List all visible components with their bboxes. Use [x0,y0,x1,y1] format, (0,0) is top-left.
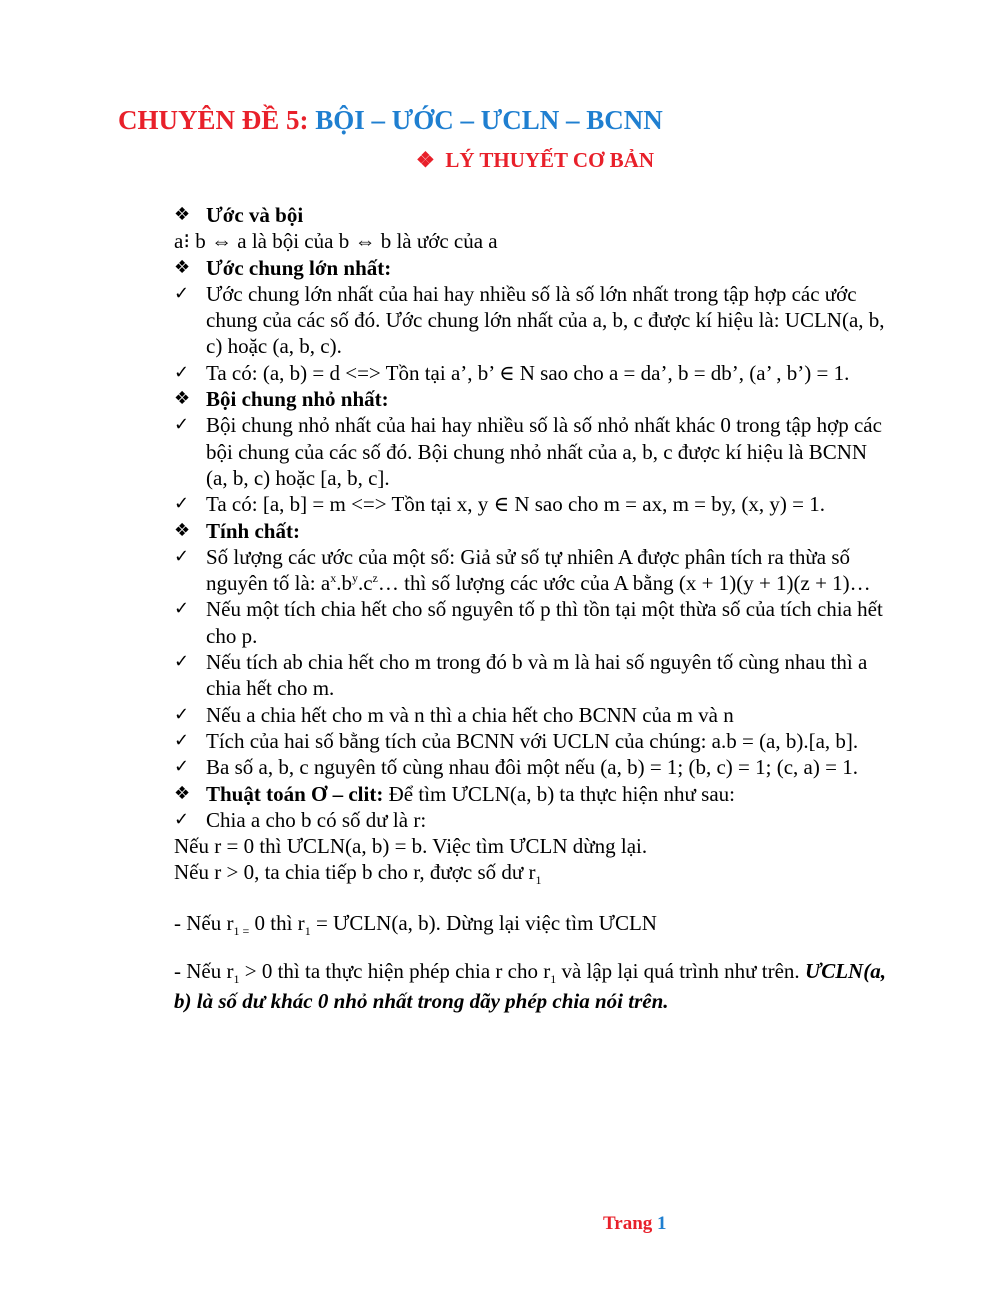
diamond-icon: ❖ [416,148,435,172]
heading-text: Ước chung lớn nhất: [206,255,392,280]
superscript: y [351,571,358,586]
list-item [174,281,890,360]
emphasis-text: ƯCLN(a, b) là số dư khác 0 nhỏ nhất trong dãy phép chia nói trên. [174,959,886,1014]
list-item-text: Nếu tích ab chia hết cho m trong đó b và m là hai số nguyên tố cùng nhau thì a chia hết cho m. [206,650,868,701]
heading-text: Tính chất: [206,518,300,543]
superscript: z [372,571,378,586]
list-item-text: Chia a cho b có số dư là r: [206,807,427,832]
title-prefix: CHUYÊN ĐỀ 5: [118,105,316,135]
section-heading-bcnn [174,386,890,412]
text-part: .b [336,571,352,596]
check-icon: ✓ [174,282,190,304]
diamond-icon: ❖ [174,782,191,804]
text-part: 0 thì r [249,910,305,935]
heading-text: Ước và bội [206,203,304,227]
euclid-case-1: Nếu r = 0 thì ƯCLN(a, b) = b. Việc tìm ƯCLN dừng lại. [174,834,648,859]
subscript: 1 [304,923,311,938]
list-item-text: Tích của hai số bằng tích của BCNN với UCLN của chúng: a.b = (a, b).[a, b]. [206,728,859,753]
list-item [174,728,890,754]
content-body [174,202,890,1016]
list-item-text: Nếu một tích chia hết cho số nguyên tố p thì tồn tại một thừa số của tích chia hết cho p. [206,597,883,648]
check-icon: ✓ [174,545,190,567]
subscript: 1 [550,972,557,987]
list-item-text: Ta có: [a, b] = m <=> Tồn tại x, y ∈ N sao cho m = ax, m = by, (x, y) = 1. [206,492,825,517]
check-icon: ✓ [174,414,190,436]
list-item-text: Ước chung lớn nhất của hai hay nhiều số là số lớn nhất trong tập hợp các ước chung của các số đó. Ước chung lớn nhất của a, b, c được kí hiệu là: UCLN(a, b, c) hoặc (a, b, c). [206,281,885,359]
subtitle-text: LÝ THUYẾT CƠ BẢN [445,148,655,172]
check-icon: ✓ [174,651,190,673]
check-icon: ✓ [174,361,190,383]
text-part: Nếu r > 0, ta chia tiếp b cho r, được số dư r [174,860,536,885]
page-number [603,1213,667,1235]
list-item [174,544,890,597]
text-part: … thì số lượng các ước của A bằng (x + 1)(y + 1)(z + 1)… [377,571,871,596]
list-item [174,807,890,833]
section-heading-uoc-boi [174,202,890,228]
check-icon: ✓ [174,493,190,515]
check-icon: ✓ [174,729,190,751]
check-icon: ✓ [174,756,190,778]
heading-rest-text: Để tìm ƯCLN(a, b) ta thực hiện như sau: [383,781,735,806]
diamond-icon: ❖ [174,519,191,541]
subscript: 1 = [233,923,250,938]
list-item-text: Ba số a, b, c nguyên tố cùng nhau đôi một nếu (a, b) = 1; (b, c) = 1; (c, a) = 1. [206,755,858,780]
text-part: - Nếu r [174,959,234,984]
uoc-boi-line: a⁝ b ⇔ a là bội của b ⇔ b là ước của a [174,229,498,254]
list-item-text: Bội chung nhỏ nhất của hai hay nhiều số là số nhỏ nhất khác 0 trong tập hợp các bội chung của các số đó. Bội chung nhỏ nhất của a, b, c được kí hiệu là BCNN (a, b, c) hoặc [a, b, c]. [206,413,882,490]
superscript: x [330,571,337,586]
list-item [174,412,890,491]
euclid-paragraph-1 [174,910,890,936]
check-icon: ✓ [174,598,190,620]
page-value: 1 [657,1213,667,1234]
diamond-icon: ❖ [174,388,191,410]
section-heading-tinh-chat [174,518,890,544]
check-icon: ✓ [174,808,190,830]
text-part: - Nếu r [174,910,234,935]
section-heading-euclid [174,781,890,807]
text-part: Số lượng các ước của một số: Giả sử số tự nhiên A được phân tích ra thừa số nguyên tố là: a [206,544,850,596]
list-item-text: Ta có: (a, b) = d <=> Tồn tại a’, b’ ∈ N sao cho a = da’, b = db’, (a’ , b’) = 1. [206,360,850,385]
section-heading-ucln [174,255,890,281]
text-part: > 0 thì ta thực hiện phép chia r cho r [239,959,551,984]
list-item [174,596,890,649]
list-item-text: Nếu a chia hết cho m và n thì a chia hết cho BCNN của m và n [206,702,734,727]
page-title [118,105,663,136]
heading-text: Thuật toán Ơ – clit: [206,781,384,806]
diamond-icon: ❖ [174,256,191,278]
check-icon: ✓ [174,703,190,725]
page-label: Trang [603,1213,658,1234]
euclid-paragraph-2 [174,956,890,1016]
subtitle [416,148,654,173]
diamond-icon: ❖ [174,204,191,225]
subscript: 1 [233,972,240,987]
text-part: = ƯCLN(a, b). Dừng lại việc tìm ƯCLN [310,910,657,935]
text-part: .c [357,571,373,596]
list-item [174,649,890,702]
heading-text: Bội chung nhỏ nhất: [206,387,389,412]
list-item [174,360,890,386]
list-item [174,702,890,728]
list-item [174,491,890,517]
subscript: 1 [535,873,542,888]
list-item [174,754,890,780]
text-part: và lập lại quá trình như trên. [556,959,805,984]
euclid-case-2 [174,859,890,888]
list-item-text [206,545,871,595]
title-main: BỘI – ƯỚC – ƯCLN – BCNN [315,105,663,135]
